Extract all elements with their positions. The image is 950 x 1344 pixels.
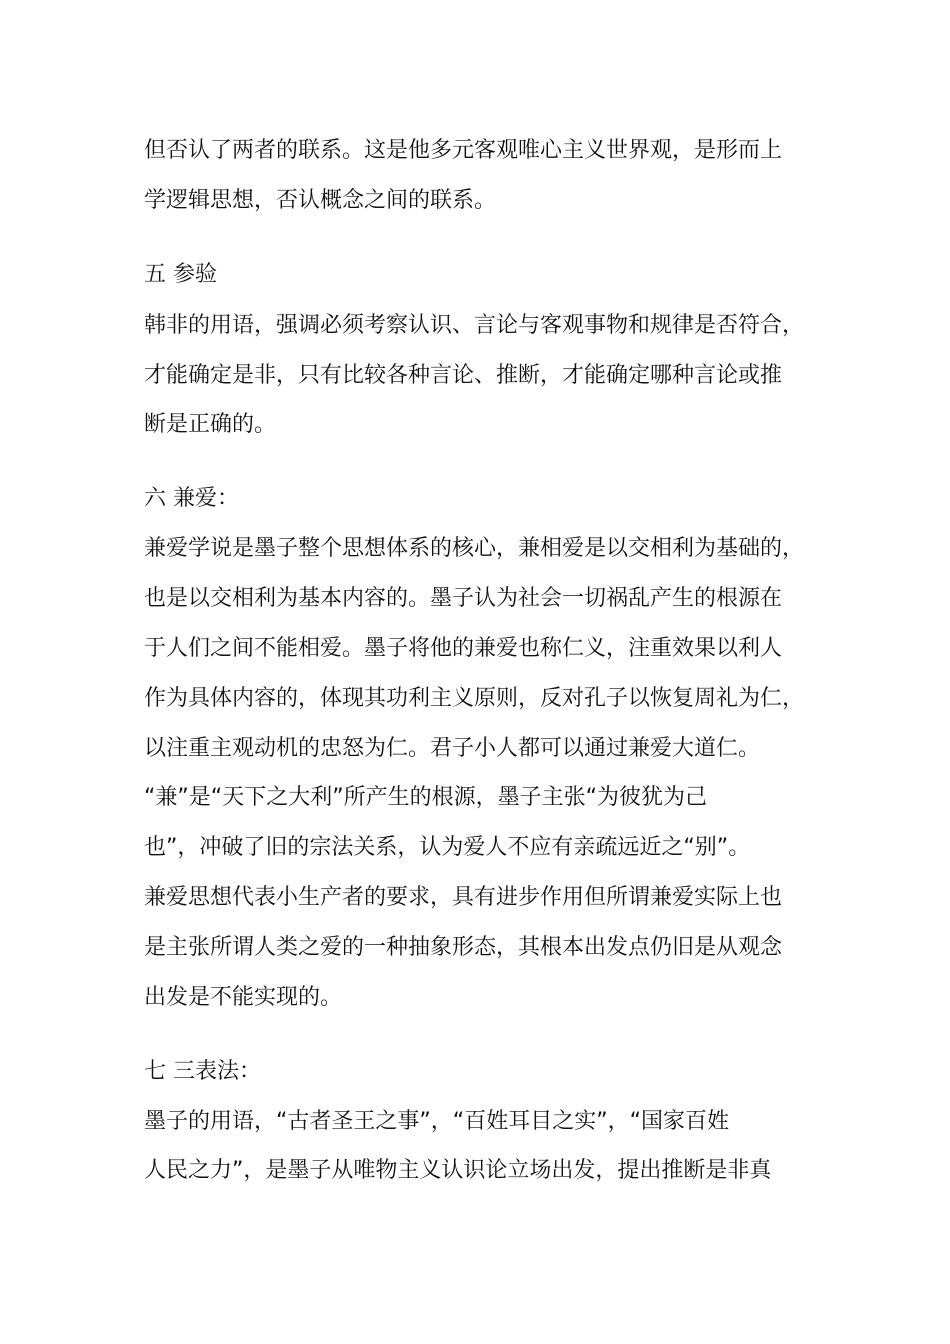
paragraph-line: 作为具体内容的，体现其功利主义原则，反对孔子以恢复周礼为仁，: [144, 686, 805, 711]
paragraph-line: 是主张所谓人类之爱的一种抽象形态，其根本出发点仍旧是从观念: [144, 935, 783, 960]
paragraph-line: 以注重主观动机的忠怒为仁。君子小人都可以通过兼爱大道仁。: [144, 736, 761, 761]
paragraph-line: 兼爱思想代表小生产者的要求，具有进步作用但所谓兼爱实际上也: [144, 885, 783, 910]
paragraph-line: 也是以交相利为基本内容的。墨子认为社会一切祸乱产生的根源在: [144, 586, 783, 611]
paragraph-line: 也”，冲破了旧的宗法关系，认为爱人不应有亲疏远近之“别”。: [144, 835, 751, 860]
paragraph-line: 但否认了两者的联系。这是他多元客观唯心主义世界观，是形而上: [144, 138, 783, 163]
paragraph-line: 于人们之间不能相爱。墨子将他的兼爱也称仁义，注重效果以利人: [144, 636, 783, 661]
paragraph-line: “兼”是“天下之大利”所产生的根源，墨子主张“为彼犹为己: [144, 785, 707, 810]
section-heading: 六 兼爱：: [144, 486, 239, 511]
paragraph-line: 才能确定是非，只有比较各种言论、推断，才能确定哪种言论或推: [144, 363, 783, 388]
section-heading: 五 参验: [144, 262, 217, 287]
paragraph-line: 兼爱学说是墨子整个思想体系的核心，兼相爱是以交相利为基础的，: [144, 536, 805, 561]
section-heading: 七 三表法：: [144, 1059, 261, 1084]
paragraph-line: 断是正确的。: [144, 412, 277, 437]
paragraph-line: 人民之力”，是墨子从唯物主义认识论立场出发，提出推断是非真: [144, 1158, 772, 1183]
paragraph-line: 学逻辑思想，否认概念之间的联系。: [144, 188, 497, 213]
paragraph-line: 出发是不能实现的。: [144, 985, 343, 1010]
paragraph-line: 韩非的用语，强调必须考察认识、言论与客观事物和规律是否符合，: [144, 313, 805, 338]
paragraph-line: 墨子的用语，“古者圣王之事”，“百姓耳目之实”，“国家百姓: [144, 1109, 729, 1134]
